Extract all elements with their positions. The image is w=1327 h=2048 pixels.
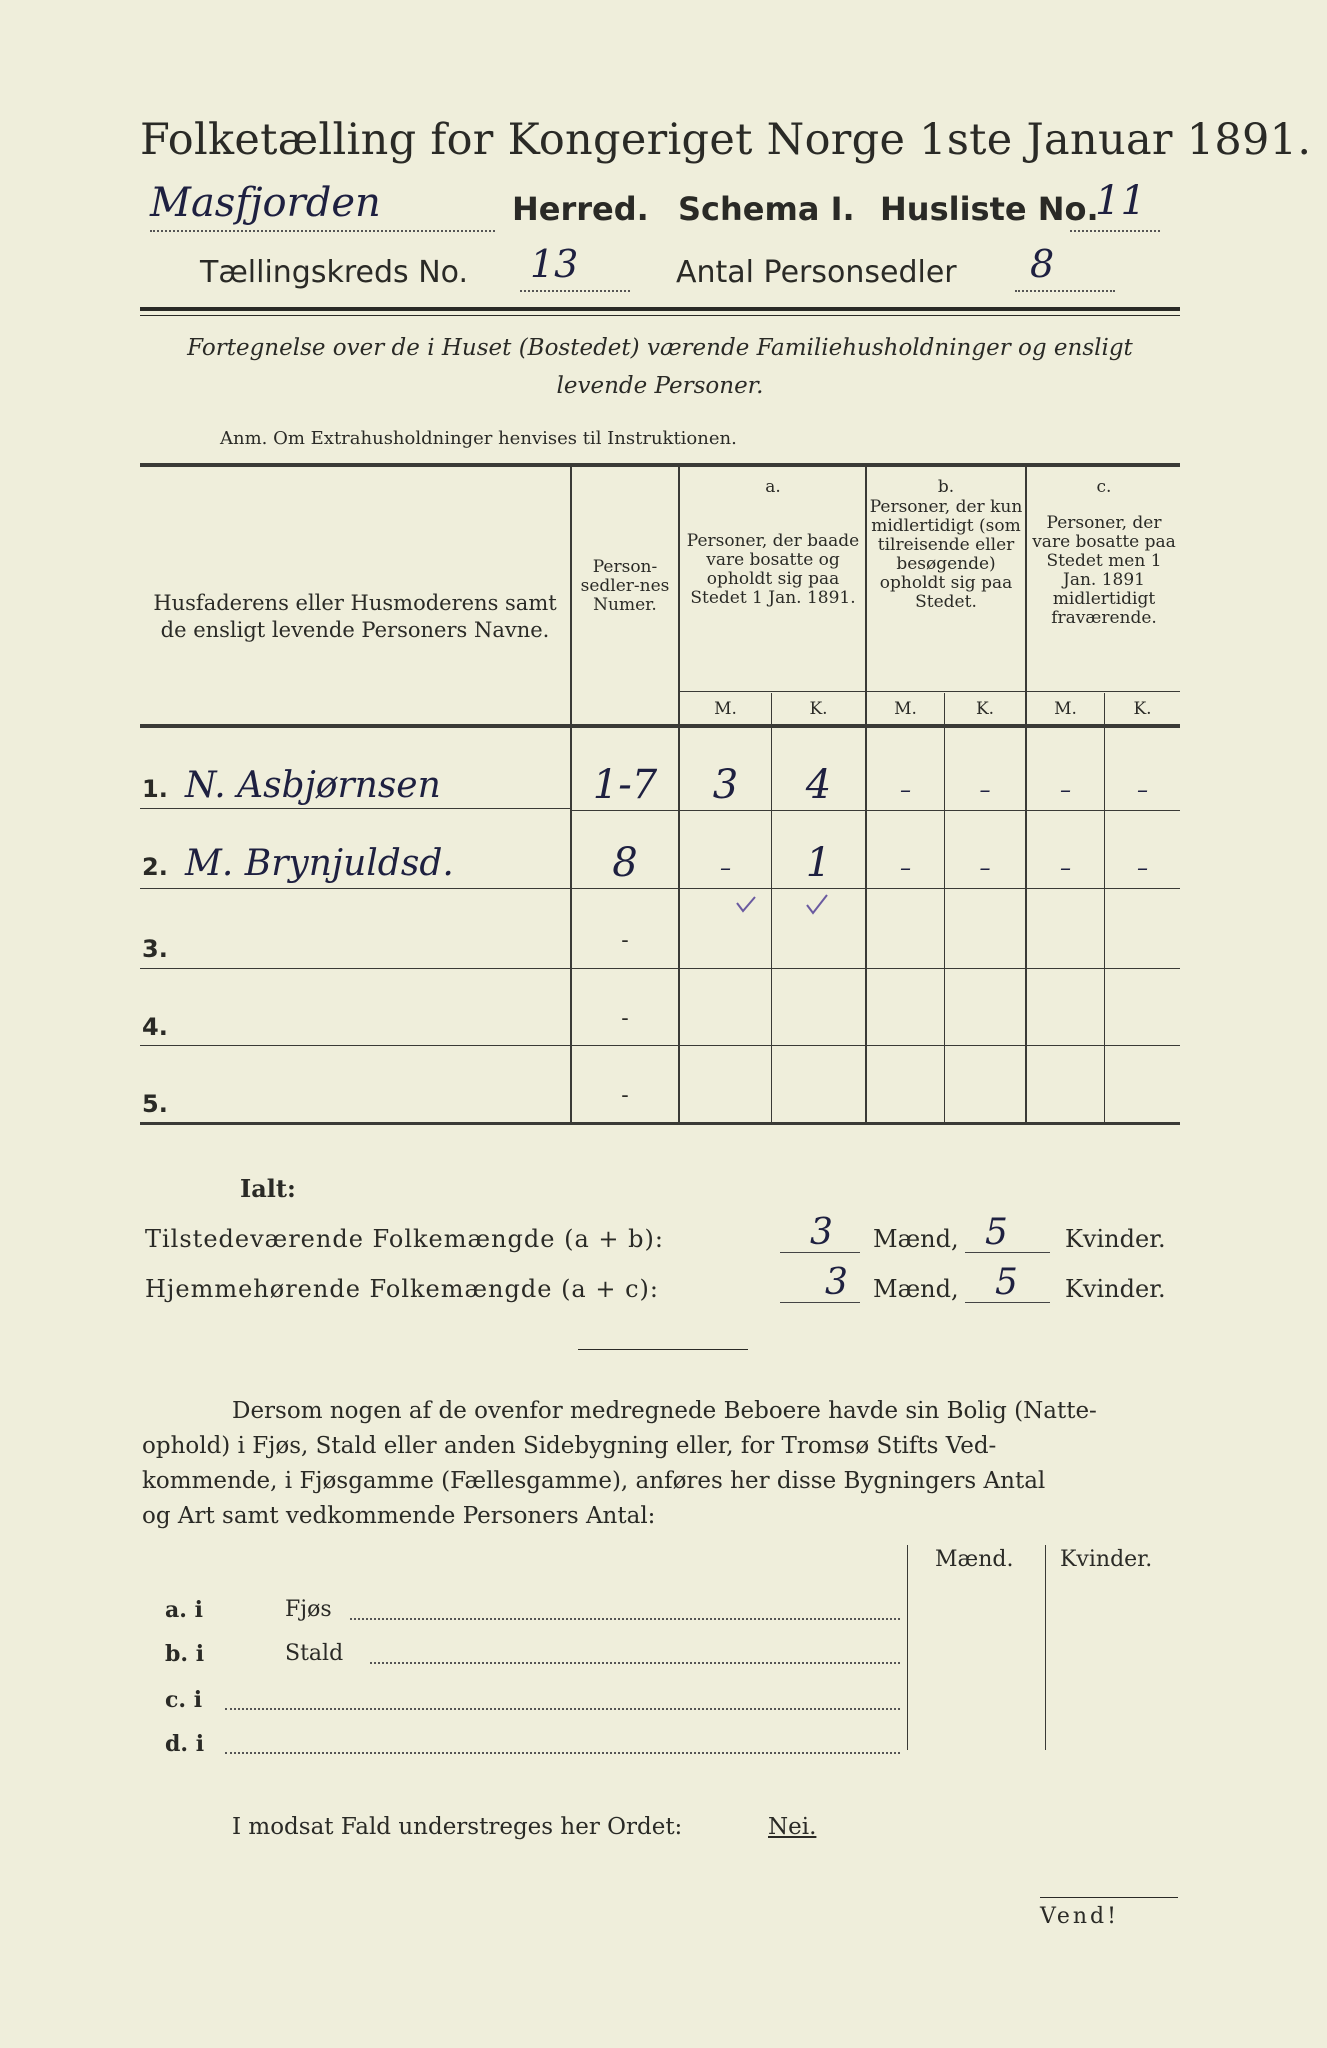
bolig-vline-1 <box>907 1545 908 1750</box>
husliste-label: Husliste No. <box>880 190 1099 228</box>
bolig-d: d. i <box>165 1731 205 1757</box>
antal-value: 8 <box>1030 242 1055 286</box>
kreds-label: Tællingskreds No. <box>200 255 468 290</box>
tilst-k-line <box>965 1252 1050 1253</box>
tilst-label: Tilstedeværende Folkemængde (a + b): <box>145 1225 664 1253</box>
bolig-b-dots <box>370 1662 900 1664</box>
page-title: Folketælling for Kongeriget Norge 1ste Januar 1891. <box>140 115 1312 165</box>
bolig-a: a. i <box>165 1597 203 1623</box>
antal-dots <box>1015 290 1115 292</box>
row-1-am: 3 <box>712 762 739 808</box>
herred-value: Masfjorden <box>150 180 381 226</box>
bolig-b-text: Stald <box>285 1641 344 1666</box>
bolig-line2: ophold) i Fjøs, Stald eller anden Sidebygning eller, for Tromsø Stifts Ved- <box>142 1433 997 1459</box>
row-2-rule <box>140 888 570 889</box>
hjem-label: Hjemmehørende Folkemængde (a + c): <box>145 1275 659 1303</box>
row-1-numer: 1-7 <box>592 762 658 808</box>
tilst-k: 5 <box>985 1212 1008 1253</box>
row-1-cm: – <box>1060 778 1071 803</box>
col-a-k: K. <box>809 699 828 719</box>
husliste-dots <box>1070 230 1160 232</box>
col-c-k: K. <box>1133 699 1152 719</box>
row-1-ak: 4 <box>805 762 832 808</box>
section-separator <box>578 1349 748 1350</box>
col-c-m: M. <box>1054 699 1077 719</box>
row-2-numer: 8 <box>612 840 638 886</box>
antal-label: Antal Personsedler <box>676 255 957 290</box>
col-a-m: M. <box>714 699 737 719</box>
header-rule-thick <box>140 307 1180 311</box>
table-header-rule <box>140 724 1180 728</box>
row-1-rule-right <box>570 810 1180 811</box>
vend-rule <box>1040 1897 1178 1898</box>
col-header-numer: Person-sedler-nes Numer. <box>580 557 670 615</box>
row-2-ak: 1 <box>805 840 832 886</box>
intro-line2: levende Personer. <box>556 373 764 399</box>
row-1-ck: – <box>1137 778 1148 803</box>
bolig-a-dots <box>350 1618 900 1620</box>
row-2-cm: – <box>1060 856 1071 881</box>
bolig-line4: og Art samt vedkommende Personers Antal: <box>142 1503 656 1529</box>
row-3-num: 3. <box>142 935 168 963</box>
col-b-m: M. <box>894 699 917 719</box>
tilst-m-line <box>780 1252 860 1253</box>
kreds-value: 13 <box>530 242 579 286</box>
row-2-name: M. Brynjuldsd. <box>185 843 454 884</box>
row-2-bm: – <box>900 856 911 881</box>
col-c-letter: c. <box>1096 477 1112 497</box>
table-bottom-rule <box>140 1122 1180 1125</box>
bolig-c-dots <box>225 1708 900 1710</box>
row-1-num: 1. <box>142 775 168 803</box>
row-5-numer: - <box>621 1083 629 1108</box>
table-top-rule <box>140 463 1180 467</box>
row-4-num: 4. <box>142 1013 168 1041</box>
bolig-a-text: Fjøs <box>285 1597 332 1622</box>
row-1-bk: – <box>979 778 991 803</box>
row-1-rule <box>140 808 570 809</box>
row-4-rule <box>140 1045 1180 1046</box>
herred-label: Herred. <box>512 190 649 228</box>
col-a-letter: a. <box>765 477 781 497</box>
col-header-names: Husfaderens eller Husmoderens samt de ensligt levende Personers Navne. <box>153 591 557 642</box>
hjem-kvinder: Kvinder. <box>1065 1275 1166 1303</box>
header-rule-thin <box>140 315 1180 316</box>
modsat-text: I modsat Fald understreges her Ordet: <box>232 1814 683 1840</box>
husliste-value: 11 <box>1095 178 1146 224</box>
col-b-letter: b. <box>937 477 955 497</box>
row-2-rule-right <box>570 888 1180 889</box>
row-3-numer: - <box>621 928 629 953</box>
col-header-b: Personer, der kun midlertidigt (som tilreisende eller besøgende) opholdt sig paa Stedet. <box>869 497 1023 612</box>
vend-text: Vend! <box>1040 1904 1119 1929</box>
bolig-col-maend: Mænd. <box>935 1547 1014 1572</box>
row-5-num: 5. <box>142 1090 168 1118</box>
bolig-col-kvinder: Kvinder. <box>1060 1547 1153 1572</box>
row-2-bk: – <box>979 856 991 881</box>
bolig-line3: kommende, i Fjøsgamme (Fællesgamme), anføres her disse Bygningers Antal <box>142 1468 1046 1494</box>
tilst-m: 3 <box>810 1212 833 1253</box>
check-marks-icon <box>735 893 845 919</box>
hjem-k: 5 <box>995 1262 1018 1303</box>
hjem-maend: Mænd, <box>873 1275 959 1303</box>
col-header-a: Personer, der baade vare bosatte og opholdt sig paa Stedet 1 Jan. 1891. <box>686 531 860 608</box>
vline-c-mk <box>1104 693 1105 1122</box>
row-4-numer: - <box>621 1006 629 1031</box>
row-1-name: N. Asbjørnsen <box>185 765 441 806</box>
hjem-m: 3 <box>825 1262 848 1303</box>
vline-b-mk <box>944 693 945 1122</box>
row-3-rule <box>140 968 1180 969</box>
row-2-am: – <box>720 856 731 881</box>
schema-label: Schema I. <box>678 190 855 228</box>
anm-note: Anm. Om Extrahusholdninger henvises til Instruktionen. <box>220 428 737 449</box>
row-2-num: 2. <box>142 853 168 881</box>
herred-dots <box>150 230 495 232</box>
hjem-m-line <box>780 1302 860 1303</box>
kreds-dots <box>520 290 630 292</box>
intro-line1: Fortegnelse over de i Huset (Bostedet) værende Familiehusholdninger og ensligt <box>187 335 1133 361</box>
bolig-b: b. i <box>165 1641 205 1667</box>
hjem-k-line <box>965 1302 1050 1303</box>
bolig-d-dots <box>225 1752 900 1754</box>
row-2-ck: – <box>1137 856 1148 881</box>
tilst-kvinder: Kvinder. <box>1065 1225 1166 1253</box>
row-1-bm: – <box>900 778 911 803</box>
bolig-c: c. i <box>165 1687 203 1713</box>
col-header-c: Personer, der vare bosatte paa Stedet men 1 Jan. 1891 midlertidigt fraværende. <box>1032 513 1176 628</box>
col-b-k: K. <box>975 699 995 719</box>
mk-header-rule <box>680 691 1180 692</box>
ialt-label: Ialt: <box>240 1174 296 1203</box>
bolig-vline-2 <box>1045 1545 1046 1750</box>
bolig-line1: Dersom nogen af de ovenfor medregnede Beboere havde sin Bolig (Natte- <box>232 1398 1097 1424</box>
tilst-maend: Mænd, <box>873 1225 959 1253</box>
nei-word: Nei. <box>768 1814 817 1840</box>
